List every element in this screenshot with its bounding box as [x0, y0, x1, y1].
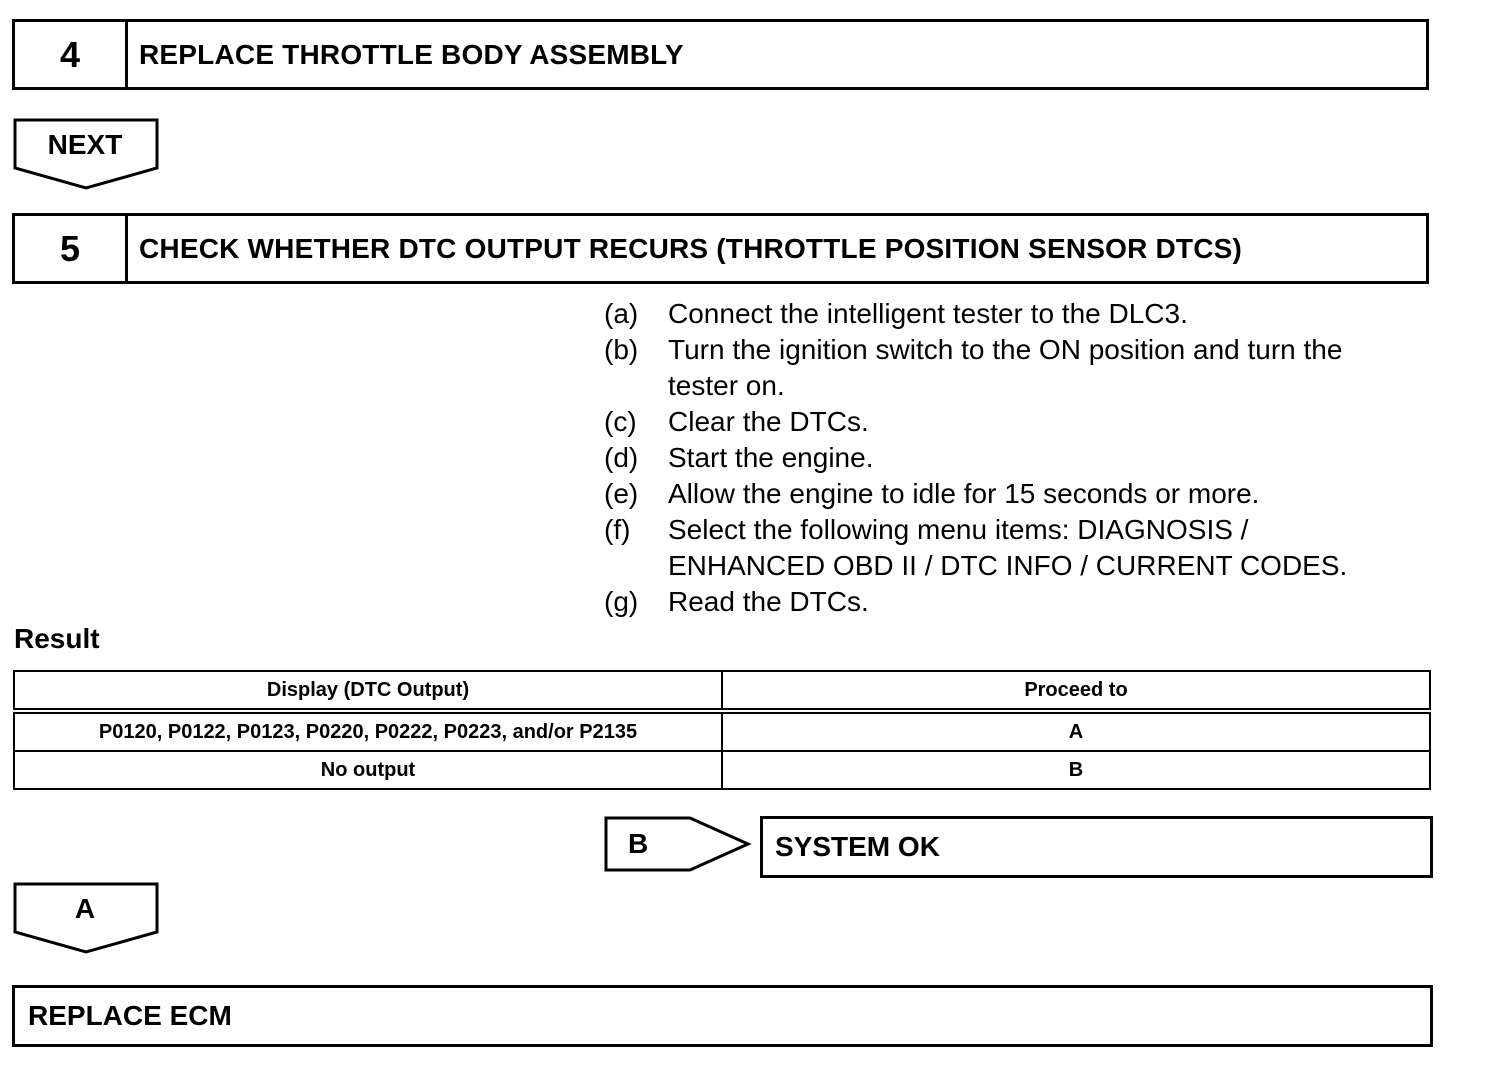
instruction-letter: (c): [604, 406, 637, 437]
replace-ecm-text: REPLACE ECM: [28, 1000, 232, 1031]
instruction-item: [604, 404, 1424, 440]
table-cell-proceed: B: [722, 751, 1430, 789]
table-cell-display: No output: [14, 751, 722, 789]
step-5-header: [12, 213, 1429, 284]
instruction-list: [604, 296, 1424, 620]
replace-ecm-box: [12, 985, 1433, 1047]
branch-b-arrow-shape: [604, 816, 754, 874]
next-arrow-label: NEXT: [47, 129, 123, 160]
instruction-letter: (b): [604, 334, 639, 365]
system-ok-box: [760, 816, 1433, 878]
result-table: [13, 670, 1431, 790]
system-ok-text: SYSTEM OK: [775, 831, 940, 862]
branch-a-label: A: [74, 893, 96, 924]
instruction-item: [604, 296, 1424, 332]
instruction-letter: (g): [604, 586, 639, 617]
instruction-text: Allow the engine to idle for 15 seconds or more.: [668, 478, 1260, 509]
instruction-item: [604, 332, 1424, 404]
table-cell-proceed: A: [722, 711, 1430, 751]
instruction-text: Select the following menu items: DIAGNOSIS / ENHANCED OBD II / DTC INFO / CURRENT CODES.: [668, 514, 1348, 581]
step-4-header: [12, 19, 1429, 90]
instruction-text: Connect the intelligent tester to the DLC3.: [668, 298, 1188, 329]
instruction-text: Clear the DTCs.: [668, 406, 869, 437]
branch-a-arrow[interactable]: [13, 882, 161, 956]
instruction-item: [604, 512, 1424, 584]
result-heading: Result: [14, 623, 100, 654]
table-cell-display: P0120, P0122, P0123, P0220, P0222, P0223, and/or P2135: [14, 711, 722, 751]
table-header-proceed: Proceed to: [722, 671, 1430, 711]
instruction-item: [604, 584, 1424, 620]
instruction-item: [604, 476, 1424, 512]
table-row: [14, 751, 1430, 789]
instruction-letter: (e): [604, 478, 639, 509]
step-4-number: 4: [15, 22, 128, 87]
instruction-text: Read the DTCs.: [668, 586, 869, 617]
step-5-title: CHECK WHETHER DTC OUTPUT RECURS (THROTTLE POSITION SENSOR DTCS): [139, 232, 1243, 264]
branch-b-arrow[interactable]: [604, 816, 754, 874]
instruction-text: Turn the ignition switch to the ON position and turn the tester on.: [668, 334, 1343, 401]
instruction-text: Start the engine.: [668, 442, 874, 473]
branch-b-label: B: [628, 828, 649, 859]
table-header-display: Display (DTC Output): [14, 671, 722, 711]
step-5-number: 5: [15, 216, 128, 281]
instruction-item: [604, 440, 1424, 476]
table-row: [14, 711, 1430, 751]
next-arrow[interactable]: [13, 118, 161, 192]
instruction-letter: (d): [604, 442, 639, 473]
table-header-row: [14, 671, 1430, 711]
instruction-letter: (a): [604, 298, 639, 329]
step-4-title: REPLACE THROTTLE BODY ASSEMBLY: [139, 38, 684, 70]
instruction-letter: (f): [604, 514, 631, 545]
